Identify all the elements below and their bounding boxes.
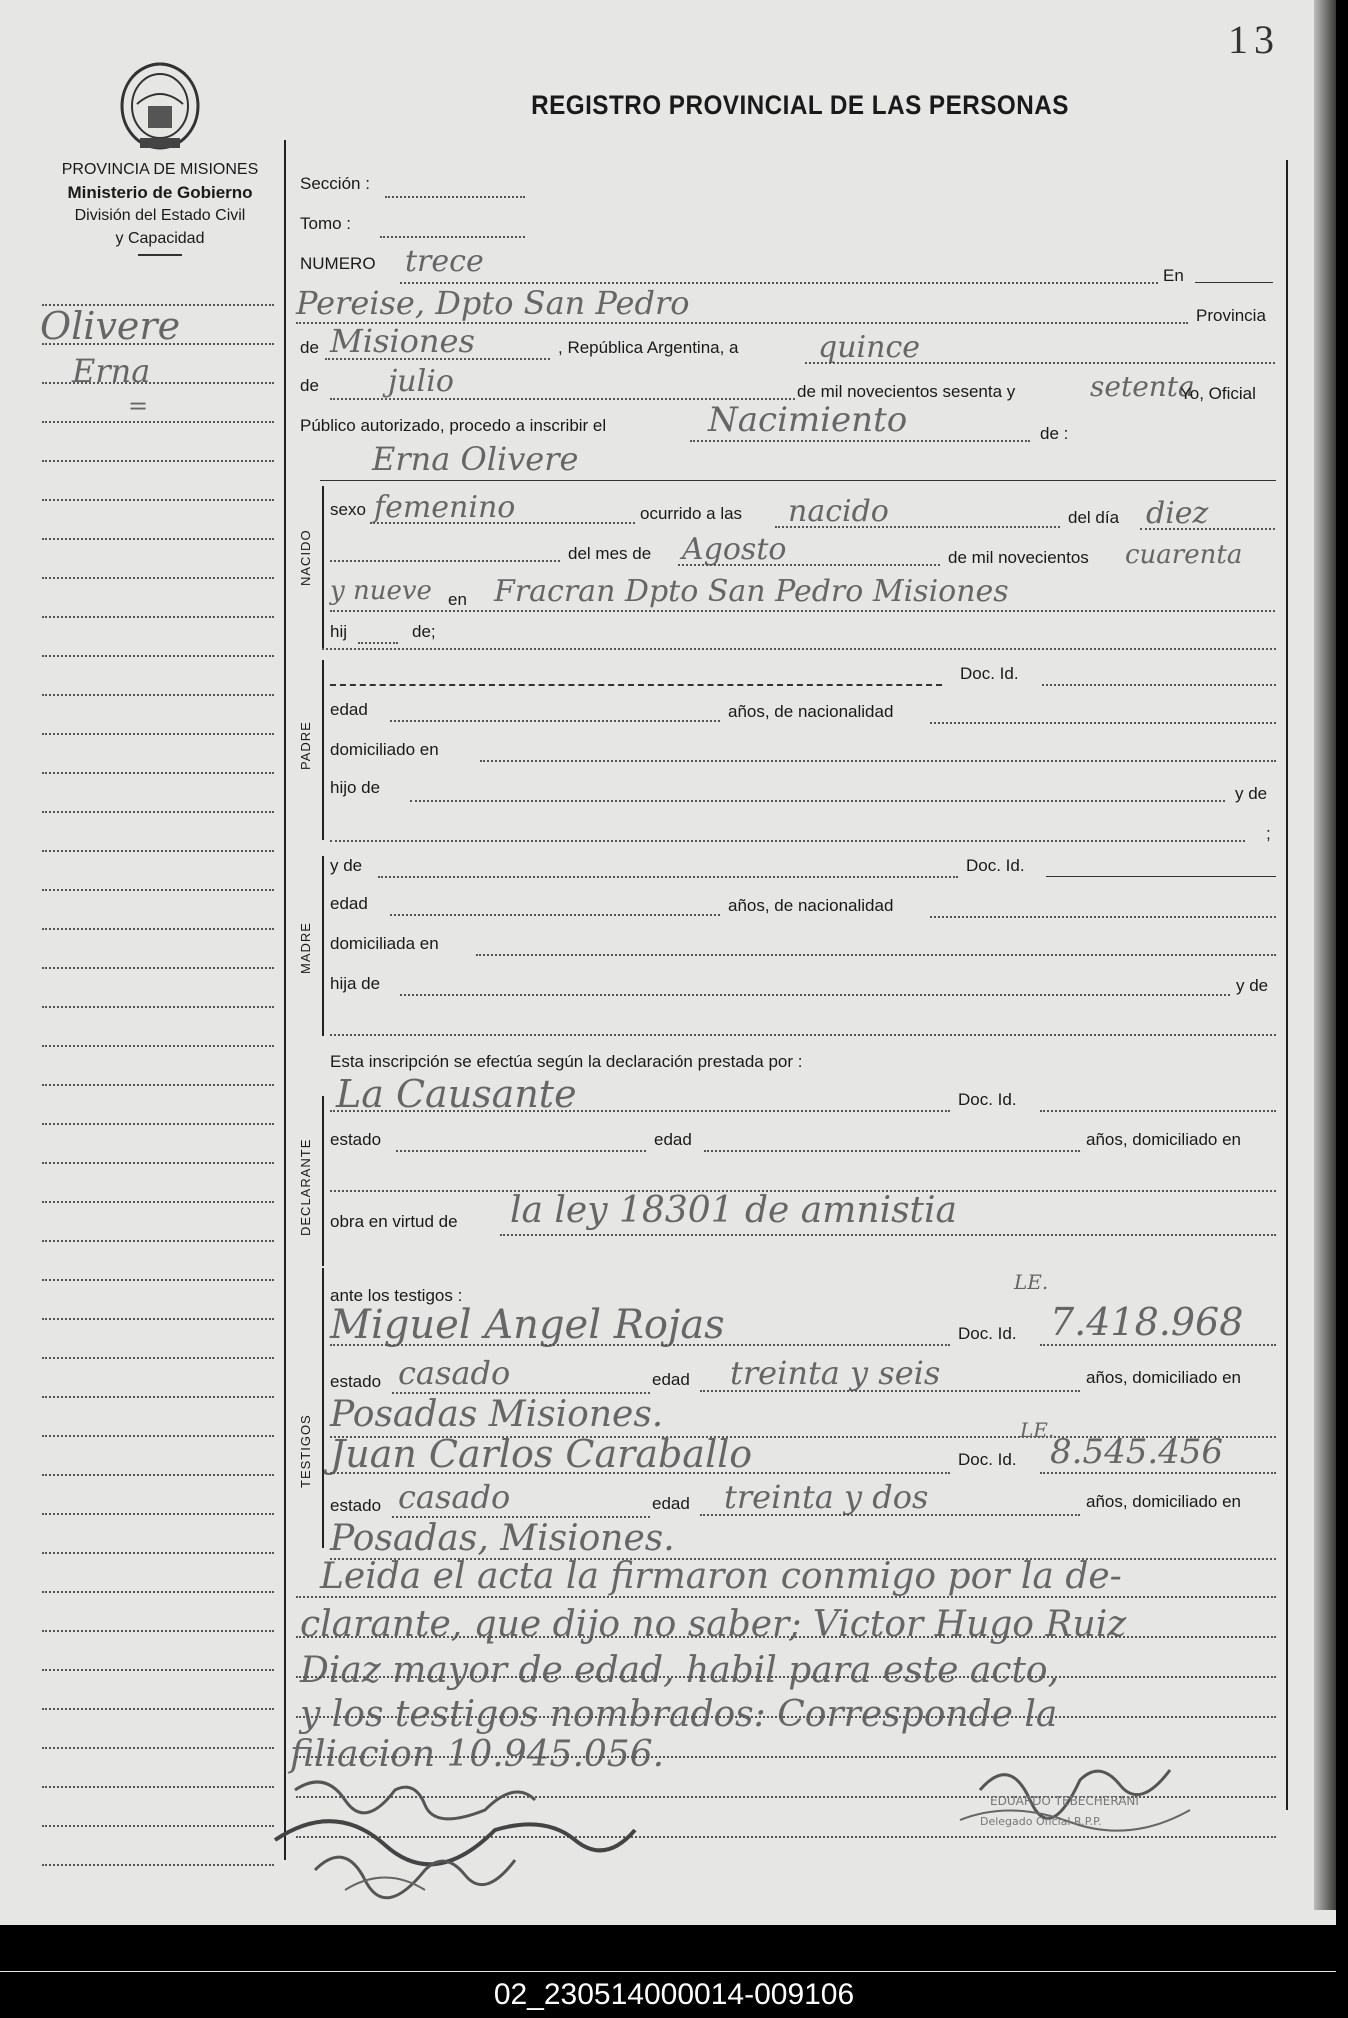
testigos-bracket	[322, 1268, 324, 1548]
margin-given-name: Erna	[72, 352, 151, 390]
margin-rule-line	[42, 1357, 274, 1359]
closing-line-2: clarante, que dijo no saber; Victor Hugo Ruiz	[300, 1604, 1127, 1645]
madre-hija-label: hija de	[330, 974, 381, 993]
testigos-section-label: TESTIGOS	[298, 1414, 313, 1488]
margin-rule-line	[42, 1474, 274, 1476]
act-line	[690, 440, 1030, 442]
t2-doc-line	[1040, 1472, 1276, 1474]
right-border	[1286, 160, 1288, 1810]
month-de-label: de	[300, 376, 319, 395]
madre-section-label: MADRE	[298, 922, 313, 974]
year-label: de mil novecientos sesenta y	[797, 382, 1016, 401]
province-value: Misiones	[330, 322, 475, 360]
dia-value: diez	[1146, 496, 1209, 531]
t2-doc: 8.545.456	[1050, 1432, 1224, 1472]
padre-extra-line	[330, 840, 1245, 842]
testigos-ante-label: ante los testigos :	[330, 1286, 463, 1305]
madre-nacionalidad-label: años, de nacionalidad	[728, 896, 894, 915]
padre-name-line	[330, 684, 942, 686]
organization-block	[30, 158, 290, 256]
padre-doc-label: Doc. Id.	[960, 664, 1019, 683]
ocurrido-label: ocurrido a las	[640, 504, 743, 523]
anio-value-2: y nueve	[330, 576, 432, 606]
republica-label: , República Argentina, a	[558, 338, 739, 357]
closing-rule-line	[296, 1596, 1276, 1598]
t1-estado: casado	[398, 1354, 511, 1392]
madre-doc-line	[1046, 876, 1276, 877]
numero-value: trece	[405, 244, 484, 279]
margin-surname: Olivere	[40, 304, 181, 348]
t1-doc-line	[1040, 1344, 1276, 1346]
t2-estado: casado	[398, 1478, 511, 1516]
declarante-obra-label: obra en virtud de	[330, 1212, 458, 1231]
margin-rule-line	[42, 1513, 274, 1515]
org-division: División del Estado Civil	[74, 207, 246, 224]
closing-rule-line	[296, 1636, 1276, 1638]
padre-domiciliado-line	[480, 760, 1276, 762]
anio-label: de mil novecientos	[948, 548, 1089, 567]
t1-edad-label: edad	[652, 1370, 690, 1389]
padre-yde-label: y de	[1235, 784, 1268, 803]
declarante-bracket	[322, 1096, 324, 1266]
provincia-label: Provincia	[1196, 306, 1266, 325]
provincial-seal-icon	[115, 54, 205, 154]
oficial-label: Yo, Oficial	[1180, 384, 1256, 403]
margin-rule-line	[42, 1240, 274, 1242]
org-capacity: y Capacidad	[115, 230, 205, 247]
margin-rule-line	[42, 850, 274, 852]
padre-bracket	[322, 660, 324, 840]
declarante-edad-label: edad	[654, 1130, 692, 1149]
madre-domiciliada-label: domiciliada en	[330, 934, 439, 953]
t1-name-line	[330, 1344, 950, 1346]
page-number: 13	[1228, 17, 1280, 62]
declarante-obra-line	[500, 1234, 1276, 1236]
declarante-estado-label: estado	[330, 1130, 382, 1149]
year-value: setenta	[1090, 370, 1195, 403]
margin-rule-line	[42, 460, 274, 462]
margin-rule-line	[42, 1084, 274, 1086]
place-value: Pereise, Dpto San Pedro	[296, 284, 690, 322]
madre-edad-line	[390, 914, 720, 916]
t2-estado-label: estado	[330, 1496, 382, 1515]
org-ministry: Ministerio de Gobierno	[67, 183, 253, 202]
t2-edad-label: edad	[652, 1494, 690, 1513]
closing-line-5: filiacion 10.945.056.	[290, 1734, 665, 1775]
declarante-doc-line	[1040, 1110, 1276, 1112]
t2-doc-prefix: LE.	[1020, 1418, 1055, 1442]
t1-domicilio: Posadas Misiones.	[330, 1394, 664, 1435]
lugar-line	[330, 610, 1275, 612]
tomo-line	[380, 236, 525, 238]
margin-rule-line	[42, 538, 274, 540]
margin-rule-line	[42, 889, 274, 891]
day-line	[805, 362, 1275, 364]
margin-rule-line	[42, 499, 274, 501]
margin-rule-line	[42, 1630, 274, 1632]
closing-line-1: Leida el acta la firmaron conmigo por la de-	[320, 1556, 1122, 1597]
madre-extra-line	[330, 1034, 1276, 1036]
t1-edad-line	[700, 1390, 1080, 1392]
margin-rule-line	[42, 1435, 274, 1437]
margin-rule-line	[42, 577, 274, 579]
hij-de-label: de;	[412, 622, 436, 641]
margin-rule-line	[42, 1279, 274, 1281]
stamp-line-2: Delegado Oficial R.P.P.	[980, 1815, 1102, 1828]
nacido-en-label: en	[448, 590, 467, 609]
closing-line-4: y los testigos nombrados: Corresponde la	[300, 1694, 1058, 1735]
nacido-bottom-line	[322, 648, 1276, 650]
t1-doc: 7.418.968	[1050, 1300, 1244, 1344]
margin-rule-line	[42, 1747, 274, 1749]
margin-rule-line	[42, 616, 274, 618]
hij-line	[358, 642, 398, 644]
declarante-obra-value: la ley 18301 de amnistia	[510, 1190, 957, 1231]
madre-bracket	[322, 856, 324, 1036]
t1-name: Miguel Angel Rojas	[330, 1302, 725, 1348]
stamp-line-1: EDUARDO TEBECHERANI	[990, 1794, 1139, 1808]
mes-line	[678, 564, 940, 566]
publico-label: Público autorizado, procedo a inscribir el	[300, 416, 607, 435]
seccion-line	[385, 196, 525, 198]
madre-hija-line	[400, 994, 1230, 996]
margin-rule-line	[42, 1006, 274, 1008]
t1-doc-prefix: LE.	[1014, 1270, 1049, 1294]
margin-rule-line	[42, 811, 274, 813]
hij-label: hij	[330, 622, 348, 641]
document-title: REGISTRO PROVINCIAL DE LAS PERSONAS	[531, 90, 1069, 120]
margin-rule-line	[42, 772, 274, 774]
mes-value: Agosto	[682, 532, 787, 567]
book-spine	[1314, 0, 1336, 1910]
anio-value: cuarenta	[1125, 540, 1243, 570]
declarante-name-value: La Causante	[336, 1072, 577, 1116]
padre-nacionalidad-line	[930, 722, 1276, 724]
sexo-label: sexo	[330, 500, 366, 519]
org-divider	[138, 254, 182, 256]
margin-rule-line	[42, 694, 274, 696]
margin-rule-line	[42, 1045, 274, 1047]
image-caption: 02_230514000014-009106	[493, 1978, 855, 2011]
padre-edad-line	[390, 720, 720, 722]
margin-mark: =	[128, 392, 149, 420]
nacido-section-label: NACIDO	[298, 529, 313, 586]
t1-estado-label: estado	[330, 1372, 382, 1391]
t1-edad: treinta y seis	[730, 1354, 941, 1392]
declarante-name-line	[330, 1110, 950, 1112]
t2-edad-line	[700, 1514, 1080, 1516]
mes-label: del mes de	[568, 544, 652, 563]
t1-doc-label: Doc. Id.	[958, 1324, 1017, 1343]
padre-nacionalidad-label: años, de nacionalidad	[728, 702, 894, 721]
padre-doc-line	[1042, 684, 1276, 686]
sexo-value: femenino	[374, 490, 516, 525]
de2-label: de :	[1040, 424, 1069, 443]
declarante-anios-label: años, domiciliado en	[1086, 1130, 1241, 1149]
margin-rule-line	[42, 1591, 274, 1593]
t2-name-line	[330, 1472, 950, 1474]
madre-edad-label: edad	[330, 894, 368, 913]
day-value: quince	[818, 330, 920, 365]
scan-bottom-bar	[0, 1925, 1348, 1971]
dia-label: del día	[1068, 508, 1120, 527]
tomo-label: Tomo :	[300, 214, 352, 233]
mes-pre-line	[330, 560, 560, 562]
margin-rule-line	[42, 733, 274, 735]
margin-rule-line	[42, 421, 274, 423]
margin-rule-line	[42, 1786, 274, 1788]
padre-semicolon: ;	[1266, 824, 1271, 843]
signature-declarante	[255, 1760, 655, 1910]
margin-rule-line	[42, 1162, 274, 1164]
act-value: Nacimiento	[708, 400, 908, 440]
person-line	[320, 480, 1276, 481]
margin-rule-line	[42, 1669, 274, 1671]
margin-rule-line	[42, 655, 274, 657]
official-stamp-signature	[950, 1750, 1210, 1850]
margin-rule-line	[42, 967, 274, 969]
org-province: PROVINCIA DE MISIONES	[61, 161, 259, 178]
margin-rule-line	[42, 928, 274, 930]
padre-hijo-line	[410, 800, 1225, 802]
declarante-section-label: DECLARANTE	[298, 1138, 313, 1236]
margin-rule-line	[42, 1552, 274, 1554]
t2-domicilio: Posadas, Misiones.	[330, 1518, 675, 1559]
madre-yde-label: y de	[330, 856, 363, 875]
month-value: julio	[388, 364, 454, 399]
t2-edad: treinta y dos	[724, 1478, 929, 1516]
province-line	[325, 358, 550, 360]
lugar-value: Fracran Dpto San Pedro Misiones	[494, 574, 1009, 609]
en-line	[1195, 282, 1273, 283]
de-label: de	[300, 338, 319, 357]
seccion-label: Sección :	[300, 174, 370, 193]
declarante-edad-line	[704, 1150, 1080, 1152]
margin-rule-line	[42, 1201, 274, 1203]
person-value: Erna Olivere	[372, 440, 579, 478]
dia-line	[1140, 528, 1275, 530]
margin-rule-line	[42, 1864, 274, 1866]
sexo-line	[370, 522, 635, 524]
nacido-bracket	[322, 486, 324, 648]
t2-doc-label: Doc. Id.	[958, 1450, 1017, 1469]
t2-anios-label: años, domiciliado en	[1086, 1492, 1241, 1511]
margin-rule-line	[42, 1396, 274, 1398]
hour-line	[775, 526, 1060, 528]
madre-nacionalidad-line	[930, 916, 1276, 918]
declarante-doc-label: Doc. Id.	[958, 1090, 1017, 1109]
margin-divider	[284, 140, 286, 1860]
padre-edad-label: edad	[330, 700, 368, 719]
t2-name: Juan Carlos Caraballo	[330, 1432, 753, 1476]
closing-rule-line	[296, 1676, 1276, 1678]
declarante-intro-label: Esta inscripción se efectúa según la declaración prestada por :	[330, 1052, 803, 1071]
madre-doc-label: Doc. Id.	[966, 856, 1025, 875]
closing-rule-line	[296, 1716, 1276, 1718]
numero-label: NUMERO	[300, 254, 376, 273]
t1-anios-label: años, domiciliado en	[1086, 1368, 1241, 1387]
margin-rule-line	[42, 1318, 274, 1320]
hour-value: nacido	[788, 494, 889, 529]
madre-domiciliada-line	[476, 954, 1276, 956]
margin-rule-line	[42, 1825, 274, 1827]
padre-hijo-label: hijo de	[330, 778, 381, 797]
madre-yde2-label: y de	[1236, 976, 1269, 995]
margin-rule-line	[42, 1123, 274, 1125]
padre-section-label: PADRE	[298, 721, 313, 770]
madre-name-line	[378, 876, 958, 878]
padre-domiciliado-label: domiciliado en	[330, 740, 439, 759]
declarante-estado-line	[396, 1150, 646, 1152]
en-label: En	[1163, 266, 1184, 285]
margin-rule-line	[42, 1708, 274, 1710]
closing-line-3: Diaz mayor de edad, habil para este acto,	[300, 1650, 1060, 1691]
